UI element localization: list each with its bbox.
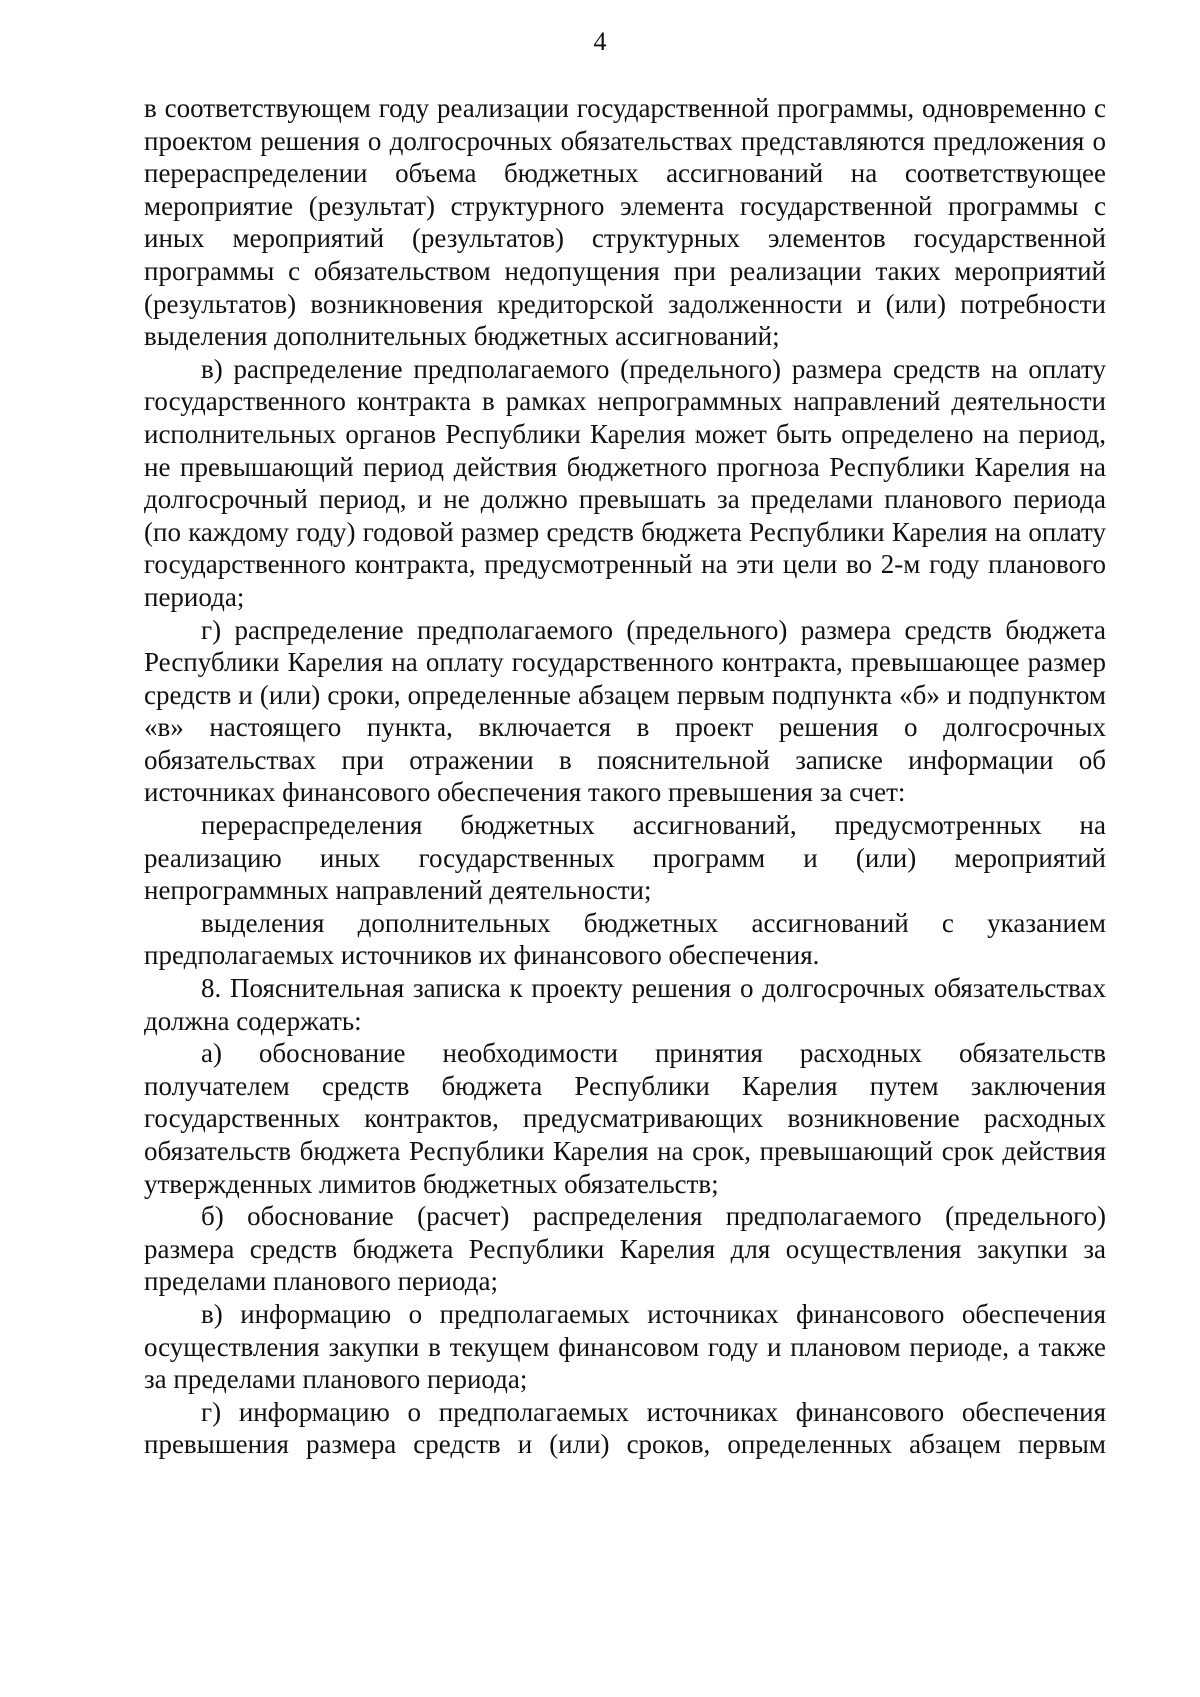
paragraph-continuation: в соответствующем году реализации государственной программы, одновременно с проектом решения о долгосрочных обязательствах представляются предложения о перераспределении объема бюджетных ассигнований на соответствующее мероприятие (результат) структурного элемента государственной программы с иных мероприятий (результатов) структурных элементов государственной программы с обязательством недопущения при реализации таких мероприятий (результатов) возникновения кредиторской задолженности и (или) потребности выделения дополнительных бюджетных ассигнований;	[144, 93, 1106, 352]
document-body	[144, 92, 1106, 1461]
paragraph-item-g2: г) информацию о предполагаемых источниках финансового обеспечения превышения размера средств и (или) сроков, определенных абзацем первым	[144, 1396, 1106, 1460]
paragraph-item-v2: в) информацию о предполагаемых источниках финансового обеспечения осуществления закупки в текущем финансовом году и плановом периоде, а также за пределами планового периода;	[144, 1298, 1106, 1395]
paragraph-item-a: а) обоснование необходимости принятия расходных обязательств получателем средств бюджета Республики Карелия путем заключения государственных контрактов, предусматривающих возникновение расходных обязательств бюджета Республики Карелия на срок, превышающий срок действия утвержденных лимитов бюджетных обязательств;	[144, 1038, 1106, 1199]
paragraph-point-8: 8. Пояснительная записка к проекту решения о долгосрочных обязательствах должна содержать:	[144, 973, 1106, 1036]
page-number: 4	[593, 27, 607, 56]
paragraph-item-b: б) обоснование (расчет) распределения предполагаемого (предельного) размера средств бюджета Республики Карелия для осуществления закупки за пределами планового периода;	[144, 1201, 1106, 1297]
paragraph-item-g: г) распределение предполагаемого (предельного) размера средств бюджета Республики Карелия на оплату государственного контракта, превышающее размер средств и (или) сроки, определенные абзацем первым подпункта «б» и подпунктом «в» настоящего пункта, включается в проект решения о долгосрочных обязательствах при отражении в пояснительной записке информации об источниках финансового обеспечения такого превышения за счет:	[144, 614, 1106, 808]
paragraph-redistribution: перераспределения бюджетных ассигнований, предусмотренных на реализацию иных государственных программ и (или) мероприятий непрограммных направлений деятельности;	[144, 810, 1106, 906]
paragraph-additional-allocation: выделения дополнительных бюджетных ассигнований с указанием предполагаемых источников их финансового обеспечения.	[144, 907, 1106, 971]
paragraph-item-v: в) распределение предполагаемого (предельного) размера средств на оплату государственного контракта в рамках непрограммных направлений деятельности исполнительных органов Республики Карелия может быть определено на период, не превышающий период действия бюджетного прогноза Республики Карелия на долгосрочный период, и не должно превышать за пределами планового периода (по каждому году) годовой размер средств бюджета Республики Карелия на оплату государственного контракта, предусмотренный на эти цели во 2-м году планового периода;	[144, 353, 1106, 612]
